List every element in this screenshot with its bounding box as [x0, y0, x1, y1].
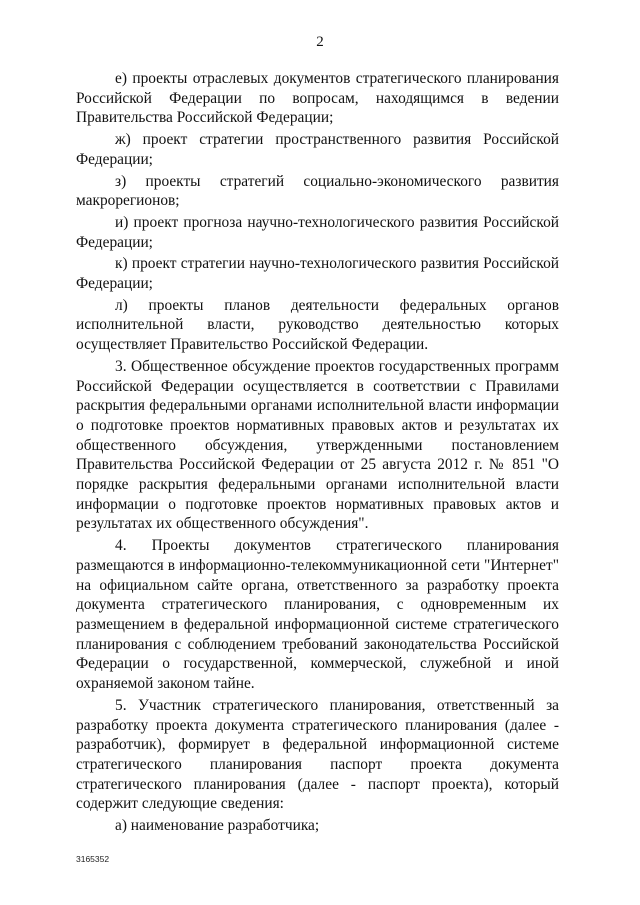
document-body [76, 69, 559, 836]
paragraph-item-a: а) наименование разработчика; [115, 817, 320, 835]
paragraph-item-k: к) проект стратегии научно-технологического развития Российской Федерации; [76, 255, 559, 293]
page-number: 2 [316, 34, 324, 50]
paragraph-section-3: 3. Общественное обсуждение проектов государственных программ Российской Федерации осуществляется в соответствии с Правилами раскрытия федеральными органами исполнительной власти информации о подготовке проектов нормативных правовых актов и результатах их общественного обсуждения, утвержденными постановлением Правительства Российской Федерации от 25 августа 2012 г. № 851 "О порядке раскрытия федеральными органами исполнительной власти информации о подготовке проектов нормативных правовых актов и результатах их общественного обсуждения". [76, 357, 559, 533]
paragraph-item-e: е) проекты отраслевых документов стратегического планирования Российской Федерации по вопросам, находящимся в ведении Правительства Российской Федерации; [76, 70, 559, 127]
paragraph-item-l: л) проекты планов деятельности федеральных органов исполнительной власти, руководство деятельностью которых осуществляет Правительство Российской Федерации. [76, 296, 559, 354]
paragraph-section-4: 4. Проекты документов стратегического планирования размещаются в информационно-телекоммуникационной сети "Интернет" на официальном сайте органа, ответственного за разработку проекта документа стратегического планирования, с одновременным их размещением в федеральной информационной системе стратегического планирования с соблюдением требований законодательства Российской Федерации о государственной, коммерческой, служебной и иной охраняемой законом тайне. [76, 537, 559, 693]
paragraph-item-zh: ж) проект стратегии пространственного развития Российской Федерации; [76, 131, 559, 168]
paragraph-item-i: и) проект прогноза научно-технологического развития Российской Федерации; [76, 213, 559, 251]
document-id: 3165352 [76, 854, 110, 864]
paragraph-section-5: 5. Участник стратегического планирования, ответственный за разработку проекта документа стратегического планирования (далее - разработчик), формирует в федеральной информационной системе стратегического планирования паспорт проекта документа стратегического планирования (далее - паспорт проекта), который содержит следующие сведения: [76, 696, 559, 813]
paragraph-item-z: з) проекты стратегий социально-экономического развития макрорегионов; [76, 172, 559, 210]
